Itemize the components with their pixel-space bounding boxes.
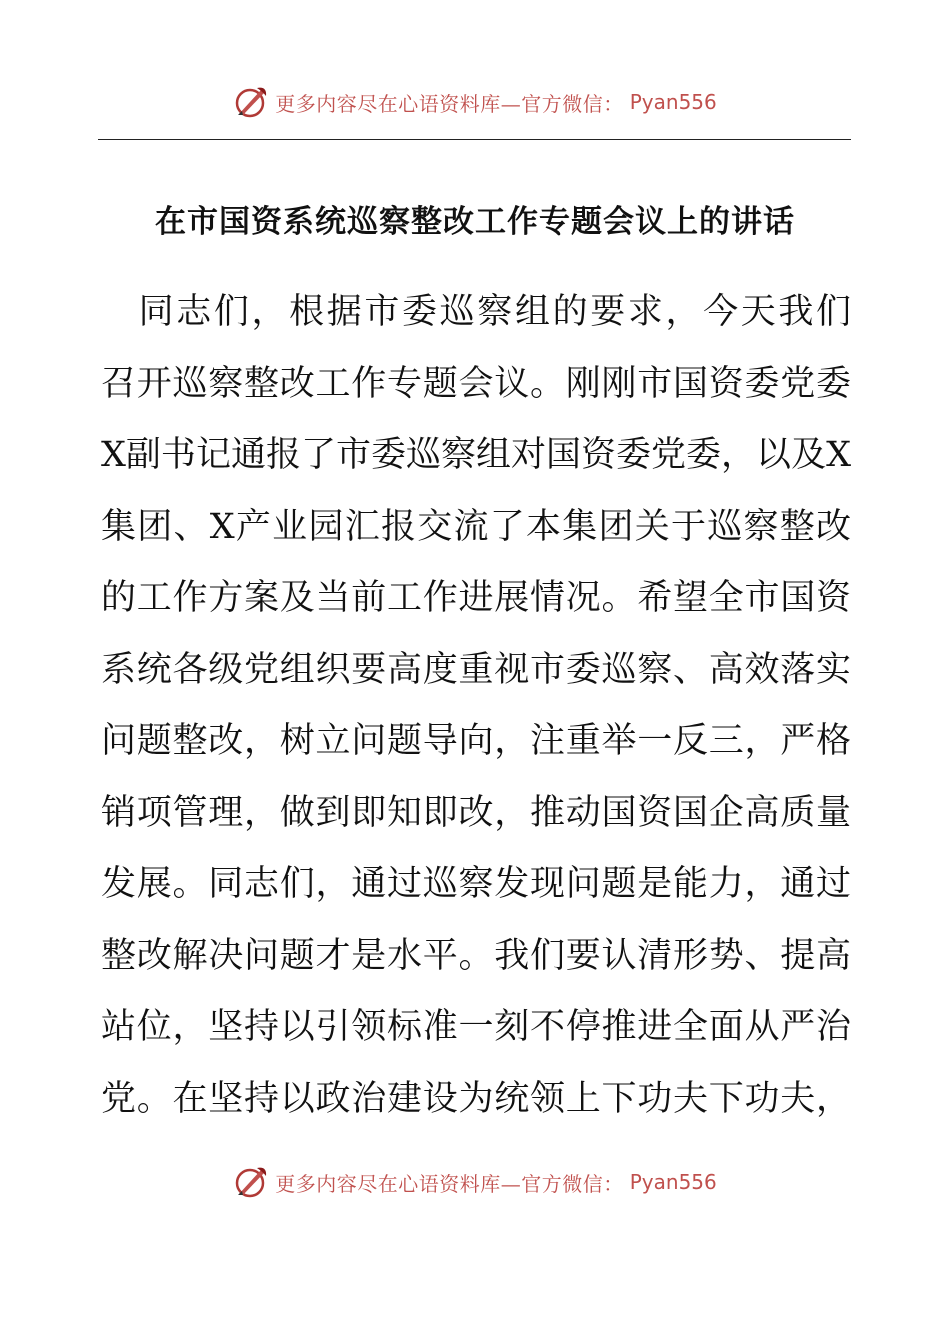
footer-wechat-id: Pyan556 [629, 1170, 717, 1194]
body-line: 党。在坚持以政治建设为统领上下功夫下功夫， [101, 1078, 851, 1119]
footer-banner-text: 更多内容尽在心语资料库—官方微信： [275, 1171, 624, 1196]
body-line: 系统各级党组织要高度重视市委巡察、高效落实 [101, 649, 851, 690]
body-line: 的工作方案及当前工作进展情况。希望全市国资 [101, 578, 851, 618]
body-line: 销项管理，做到即知即改，推动国资国企高质量 [101, 792, 851, 833]
body-line: 同志们，根据市委巡察组的要求，今天我们 [101, 292, 851, 332]
header-banner-text: 更多内容尽在心语资料库—官方微信： [275, 91, 624, 116]
speech-body [101, 282, 851, 1140]
body-line: 问题整改，树立问题导向，注重举一反三，严格 [101, 721, 851, 761]
body-line: 发展。同志们，通过巡察发现问题是能力，通过 [101, 864, 851, 904]
body-line: 站位，坚持以引领标准一刻不停推进全面从严治 [101, 1007, 851, 1047]
quill-pen-logo-icon [233, 1164, 269, 1200]
header-banner [0, 82, 950, 122]
footer-banner [0, 1162, 950, 1202]
body-line: 集团、X产业园汇报交流了本集团关于巡察整改 [101, 506, 851, 547]
body-line: 整改解决问题才是水平。我们要认清形势、提高 [101, 935, 851, 976]
body-line: 召开巡察整改工作专题会议。刚刚市国资委党委 [101, 363, 851, 404]
header-wechat-id: Pyan556 [629, 90, 717, 114]
page-title: 在市国资系统巡察整改工作专题会议上的讲话 [155, 204, 795, 240]
quill-pen-logo-icon [233, 84, 269, 120]
header-divider [98, 139, 851, 140]
body-line: X副书记通报了市委巡察组对国资委党委，以及X [101, 435, 851, 475]
